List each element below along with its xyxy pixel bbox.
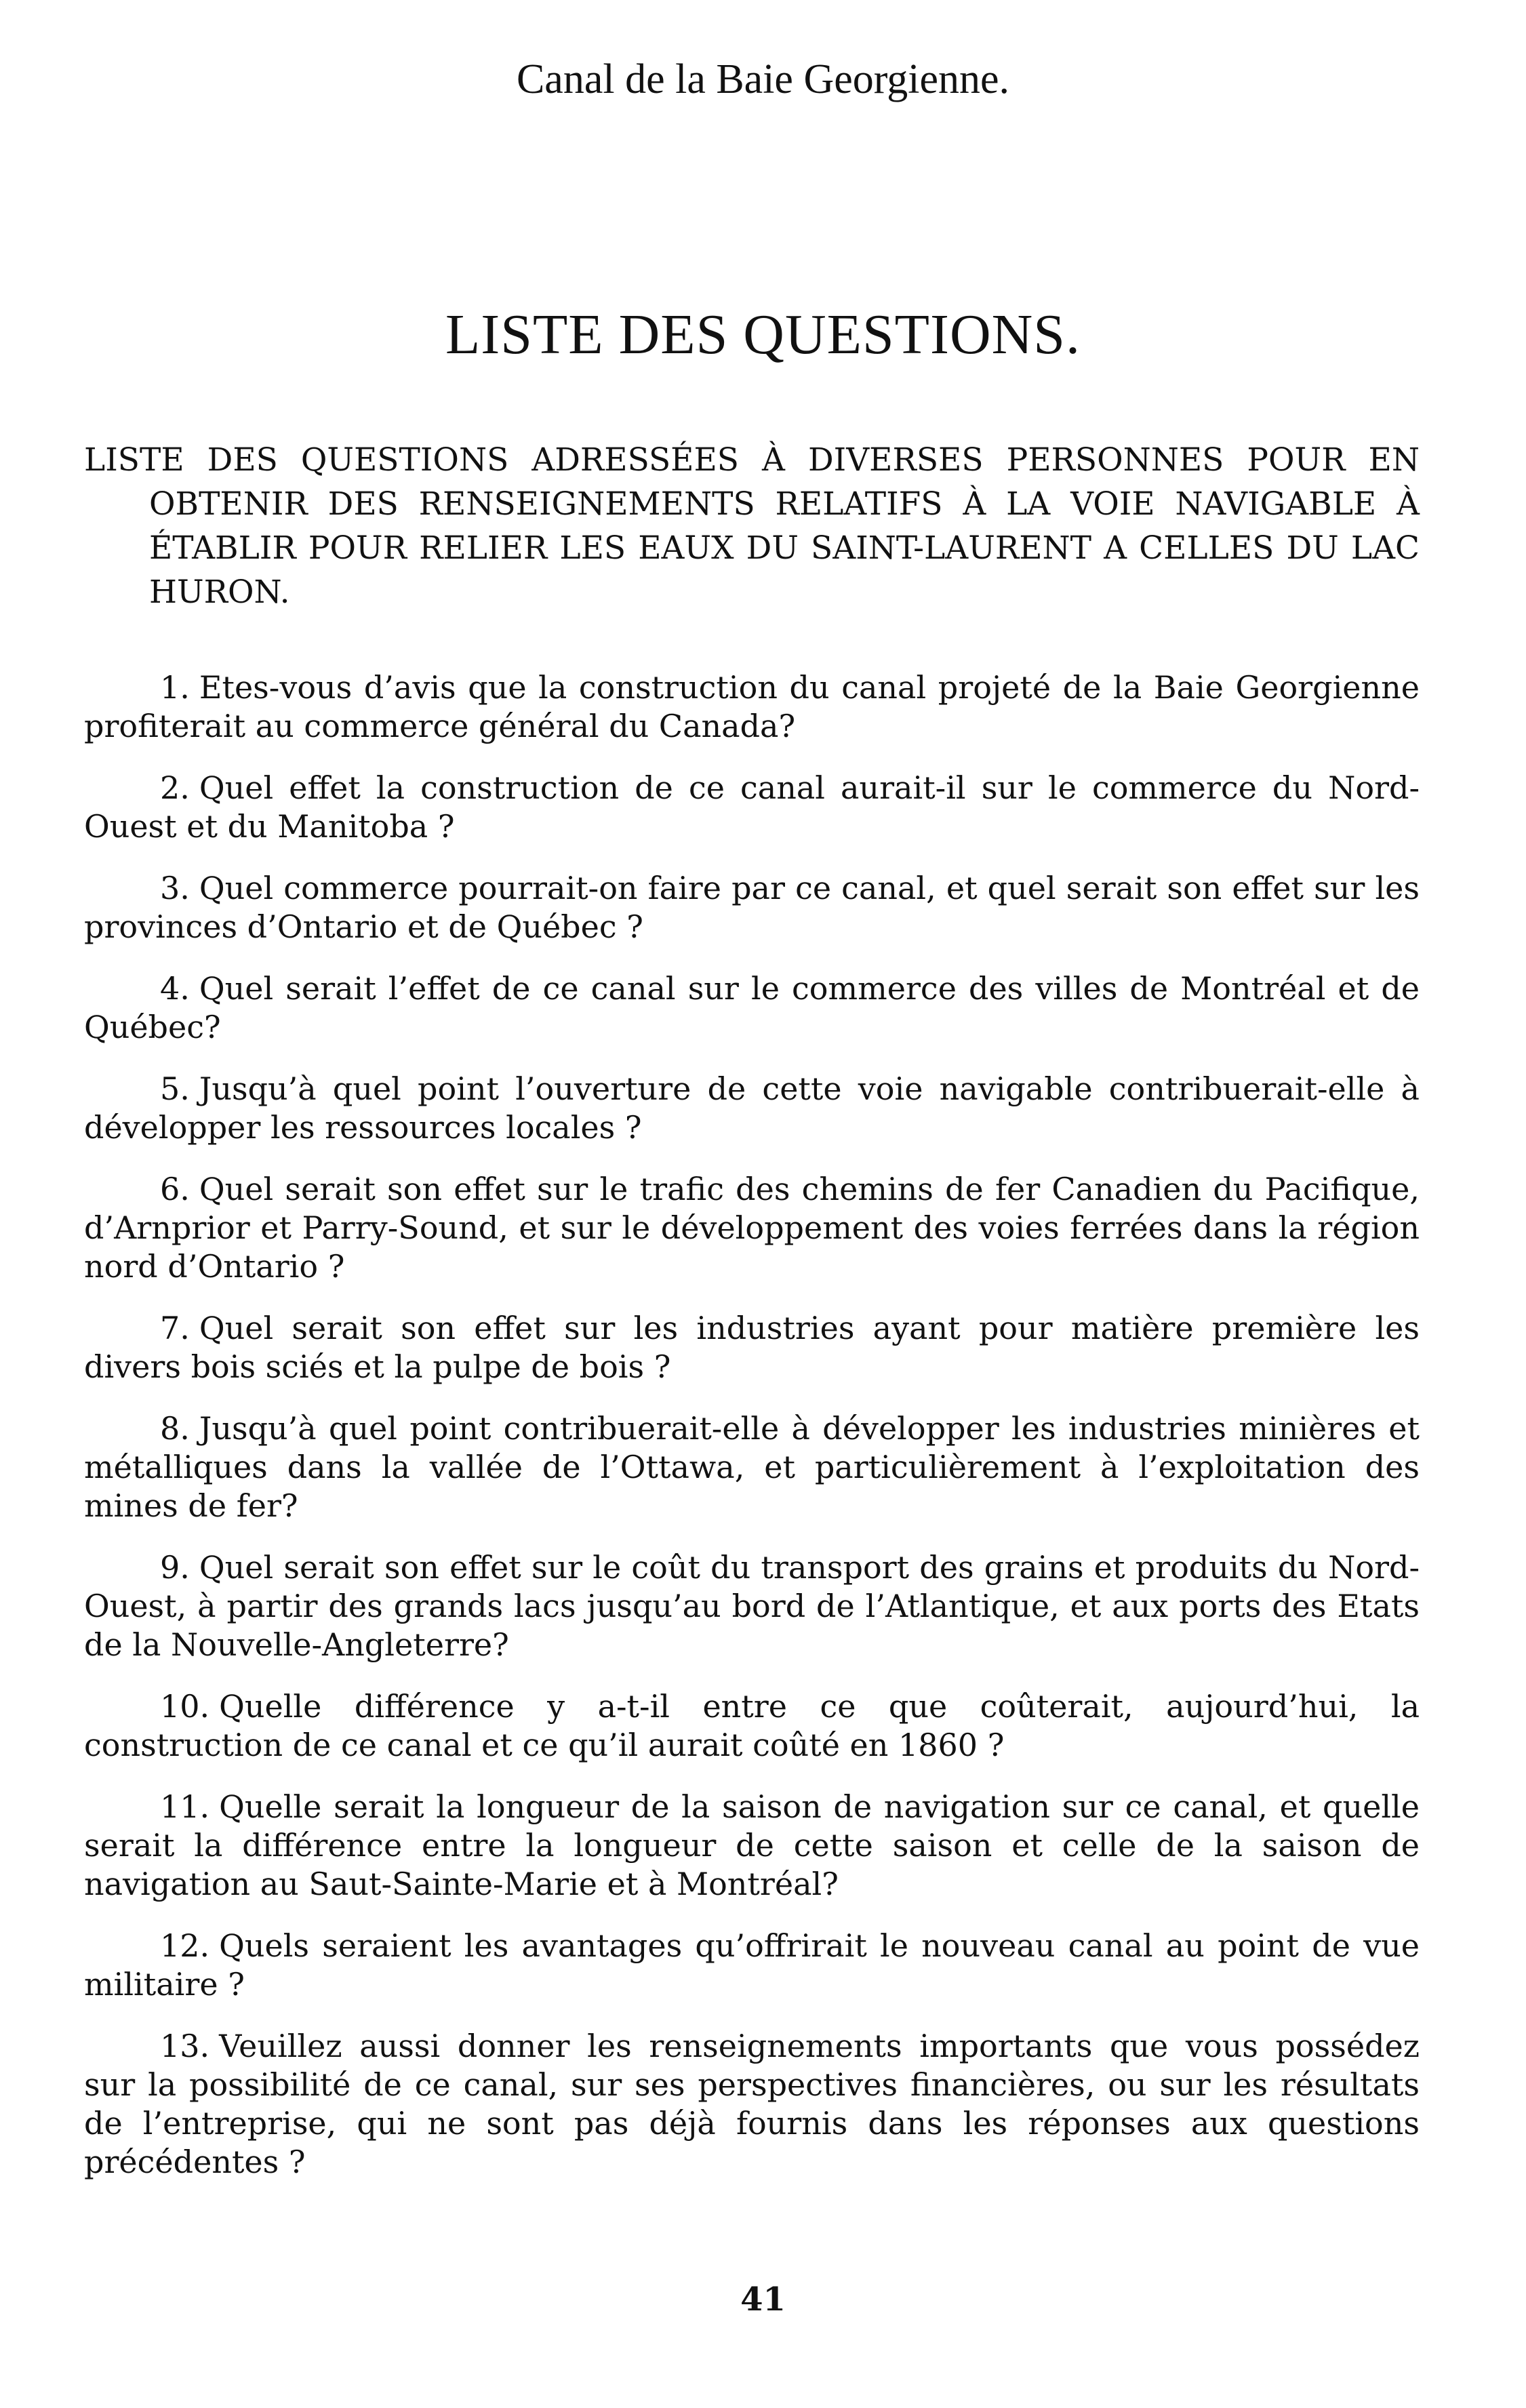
question-number: 7. (160, 1310, 190, 1346)
question-item (84, 1170, 1420, 1286)
question-number: 5. (160, 1070, 190, 1107)
question-text: Quels seraient les avantages qu’offrirait le nouveau canal au point de vue militaire ? (84, 1927, 1420, 2003)
question-text: Quel commerce pourrait-on faire par ce canal, et quel serait son effet sur les provinces d’Ontario et de Québec ? (84, 870, 1420, 945)
question-item (84, 2027, 1420, 2182)
question-number: 2. (160, 769, 190, 806)
running-head: Canal de la Baie Georgienne. (516, 56, 1010, 102)
question-text: Quelle serait la longueur de la saison de navigation sur ce canal, et quelle serait la différence entre la longueur de cette saison et celle de la saison de navigation au Saut-Sainte-Marie et à Montréal? (84, 1788, 1420, 1902)
question-text: Quelle différence y a-t-il entre ce que coûterait, aujourd’hui, la construction de ce canal et ce qu’il aurait coûté en 1860 ? (84, 1688, 1420, 1763)
question-item (84, 1548, 1420, 1664)
page-title: LISTE DES QUESTIONS. (445, 303, 1081, 366)
question-text: Quel effet la construction de ce canal aurait-il sur le commerce du Nord-Ouest et du Manitoba ? (84, 769, 1420, 845)
question-item (84, 1409, 1420, 1525)
question-number: 8. (160, 1410, 190, 1447)
question-number: 9. (160, 1549, 190, 1586)
question-number: 6. (160, 1171, 190, 1207)
question-item (84, 1687, 1420, 1765)
question-text: Quel serait l’effet de ce canal sur le commerce des villes de Montréal et de Québec? (84, 970, 1420, 1045)
question-item (84, 1070, 1420, 1147)
question-number: 4. (160, 970, 190, 1007)
question-text: Quel serait son effet sur le coût du transport des grains et produits du Nord-Ouest, à partir des grands lacs jusqu’au bord de l’Atlantique, et aux ports des Etats de la Nouvelle-Angleterre? (84, 1549, 1420, 1663)
question-text: Quel serait son effet sur le trafic des chemins de fer Canadien du Pacifique, d’Arnprior et Parry-Sound, et sur le développement des voies ferrées dans la région nord d’Ontario ? (84, 1171, 1420, 1285)
question-list (84, 668, 1420, 2205)
question-item (84, 1309, 1420, 1386)
question-number: 3. (160, 870, 190, 906)
question-text: Jusqu’à quel point contribuerait-elle à développer les industries minières et métalliques dans la vallée de l’Ottawa, et particulièrement à l’exploitation des mines de fer? (84, 1410, 1420, 1524)
subtitle-text: LISTE DES QUESTIONS ADRESSÉES À DIVERSES PERSONNES POUR EN OBTENIR DES RENSEIGNEMENTS RELATIFS À LA VOIE NAVIGABLE À ÉTABLIR POUR RELIER LES EAUX DU SAINT-LAURENT A CELLES DU LAC HURON. (84, 441, 1420, 611)
question-number: 11. (160, 1788, 210, 1825)
question-item (84, 1927, 1420, 2004)
question-item (84, 769, 1420, 846)
question-number: 1. (160, 669, 190, 706)
question-item (84, 668, 1420, 746)
question-number: 10. (160, 1688, 210, 1725)
question-number: 13. (160, 2028, 210, 2064)
question-item (84, 969, 1420, 1047)
question-text: Veuillez aussi donner les renseignements importants que vous possédez sur la possibilité de ce canal, sur ses perspectives financières, ou sur les résultats de l’entreprise, qui ne sont pas déjà fournis dans les réponses aux questions précédentes ? (84, 2028, 1420, 2180)
question-text: Jusqu’à quel point l’ouverture de cette voie navigable contribuerait-elle à développer les ressources locales ? (84, 1070, 1420, 1146)
question-item (84, 869, 1420, 946)
question-text: Etes-vous d’avis que la construction du canal projeté de la Baie Georgienne profiterait au commerce général du Canada? (84, 669, 1420, 744)
question-number: 12. (160, 1927, 210, 1964)
question-text: Quel serait son effet sur les industries ayant pour matière première les divers bois sciés et la pulpe de bois ? (84, 1310, 1420, 1385)
question-item (84, 1788, 1420, 1904)
subtitle-block (84, 438, 1420, 614)
page-number: 41 (740, 2281, 786, 2319)
